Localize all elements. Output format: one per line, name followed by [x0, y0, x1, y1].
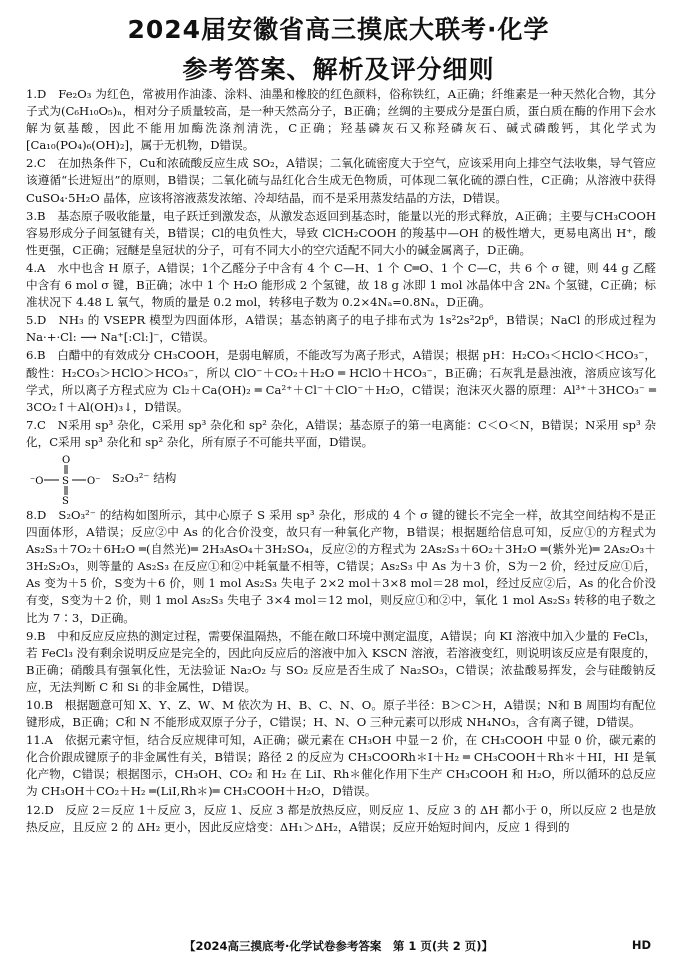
atom-o-left: ⁻O — [30, 475, 44, 487]
answer-text: Fe₂O₃ 为红色，常被用作油漆、涂料、油墨和橡胶的红色颜料，俗称铁红，A正确；纤维素是一种天然化合物，其分子式为(C₆H₁₀O₅)ₙ，相对分子质量较高，是一种天然高分子，B正确；丝绸的主要成分是蛋白质，蛋白质在酶的作用下会水解为氨基酸，因此不能用加酶洗涤剂清洗，C正确；羟基磷灰石又称羟磷灰石、碱式磷酸钙，其化学式为[Ca₁₀(PO₄)₆(OH)₂]，属于无机物，D错误。 — [26, 87, 656, 153]
answer-number: 5.D — [26, 313, 47, 328]
answer-item-8 — [26, 507, 656, 627]
answer-item-10 — [26, 697, 656, 731]
answer-number: 8.D — [26, 507, 47, 522]
answer-item-5 — [26, 312, 656, 346]
answer-text: 基态原子吸收能量，电子跃迁到激发态，从激发态返回到基态时，能量以光的形式释放，A正确；主要与CH₃COOH 容易形成分子间氢键有关，B错误；Cl的电负性大，导致 ClCH₂COOH 的羧基中—OH 的极性增大，更易电离出 H⁺，酸性更强，C正确；冠醚是皇冠状的分子，可有不同大小的空穴适配不同大小的碱金属离子，D正确。 — [26, 208, 656, 257]
answer-text: S₂O₃²⁻ 的结构如图所示，其中心原子 S 采用 sp³ 杂化，形成的 4 个 σ 键的键长不完全一样，故其空间结构不是正四面体形，A错误；反应②中 As 的化合价没变，故只有一种氧化产物，B错误；根据题给信息可知，反应①的方程式为 As₂S₃＋7O₂＋6H₂O ═(自然光)═ 2H₃AsO₄＋3H₂SO₄，反应②的方程式为 2As₂S₃＋6O₂＋3H₂O ═(紫外光)═ 2As₂O₃＋3H₂S₂O₃，则等量的 As₂S₃ 在反应①和②中耗氧量不相等，C错误；As₂S₃ 中 As 为＋3 价，S为－2 价，经过反应①后，As 变为＋5 价，S变为＋6 价，则 1 mol As₂S₃ 失电子 2×2 mol＋3×8 mol＝28 mol，经过反应②后，As 的化合价没有变，S变为＋2 价，则 1 mol As₂S₃ 失电子 3×4 mol＝12 mol，则反应①和②中，氧化 1 mol As₂S₃ 转移的电子数之比为 7∶3，D正确。 — [26, 507, 656, 625]
answer-number: 2.C — [26, 156, 46, 171]
s2o3-structure-diagram — [26, 453, 656, 505]
answer-item-11 — [26, 732, 656, 800]
answer-text: 依据元素守恒，结合反应规律可知，A正确；碳元素在 CH₃OH 中显－2 价，在 CH₃COOH 中显 0 价，碳元素的化合价跟成键原子的非金属性有关，B错误；路径 2 的反应为 CH₃COORh＊I＋H₂ ═ CH₃COOH＋Rh＊＋HI，HI 是氧化产物，C错误；根据图示，CH₃OH、CO₂ 和 H₂ 在 LiI、Rh＊催化作用下生产 CH₃COOH 和 H₂O，所以循环的总反应为 CH₃OH＋CO₂＋H₂ ═(LiI,Rh＊)═ CH₃COOH＋H₂O，D错误。 — [26, 733, 656, 799]
answer-number: 9.B — [26, 628, 46, 643]
answer-number: 12.D — [26, 802, 54, 817]
answer-number: 7.C — [26, 417, 46, 432]
answer-number: 3.B — [26, 208, 46, 223]
answer-text: NH₃ 的 VSEPR 模型为四面体形，A错误；基态钠离子的电子排布式为 1s²2s²2p⁶，B错误；NaCl 的形成过程为 Na·+·Cl: ⟶ Na⁺[:Cl:]⁻，C错误。 — [26, 313, 656, 345]
answer-item-2 — [26, 155, 656, 206]
answer-number: 10.B — [26, 698, 53, 712]
answer-item-3 — [26, 208, 656, 259]
footer-code: HD — [631, 938, 651, 952]
answer-text: 中和反应反应热的测定过程，需要保温隔热，不能在敞口环境中测定温度，A错误；向 KI 溶液中加入少量的 FeCl₃，若 FeCl₃ 没有剩余说明反应是完全的，因此向反应后的溶液中加入 KSCN 溶液，若溶液变红，则说明该反应是有限度的，B正确；硝酸具有强氧化性，无法验证 Na₂O₂ 与 SO₂ 反应是否生成了 Na₂SO₃，C错误；浓盐酸易挥发，会与硅酸钠反应，无法判断 C 和 Si 的非金属性，D错误。 — [26, 628, 656, 694]
answer-number: 4.A — [26, 260, 46, 275]
page-subtitle: 参考答案、解析及评分细则 — [182, 55, 495, 84]
answer-item-12 — [26, 802, 656, 836]
answer-item-4 — [26, 260, 656, 311]
answer-text: 根据题意可知 X、Y、Z、W、M 依次为 H、B、C、N、O。原子半径：B＞C＞H，A错误；N和 B 周围均有配位键形成，B正确；C和 N 不能形成双原子分子，C错误；H、N、O 三种元素可以形成 NH₄NO₃，含有离子键，D错误。 — [26, 698, 656, 730]
answer-text: N采用 sp³ 杂化，C采用 sp³ 杂化和 sp² 杂化，A错误；基态原子的第一电离能：C＜O＜N，B错误；N采用 sp³ 杂化，C采用 sp³ 杂化和 sp² 杂化，所有原子不可能共平面，D错误。 — [26, 417, 656, 449]
answer-text: 水中也含 H 原子，A错误；1个乙醛分子中含有 4 个 C—H、1 个 C═O、1 个 C—C，共 6 个 σ 键，则 44 g 乙醛中含有 6 mol σ 键，B正确；冰中 1 个 H₂O 能形成 2 个氢键，故 18 g 冰即 1 mol 冰晶体中含 2Nₐ 个氢键，C正确；标准状况下 4.48 L 氧气，物质的量是 0.2 mol，转移电子数为 0.2×4Nₐ=0.8Nₐ，D正确。 — [26, 260, 656, 310]
answer-number: 6.B — [26, 348, 46, 363]
answer-item-6 — [26, 347, 656, 415]
answer-text: 白醋中的有效成分 CH₃COOH，是弱电解质，不能改写为离子形式，A错误；根据 pH：H₂CO₃＜HClO＜HCO₃⁻，酸性：H₂CO₃＞HClO＞HCO₃⁻，所以 ClO⁻＋CO₂＋H₂O ═ HClO＋HCO₃⁻，B正确；石灰乳是悬浊液，溶质应该写化学式，所以离子方程式应为 Cl₂＋Ca(OH)₂ ═ Ca²⁺＋Cl⁻＋ClO⁻＋H₂O，C错误；泡沫灭火器的原理：Al³⁺＋3HCO₃⁻ ═ 3CO₂↑＋Al(OH)₃↓，D错误。 — [26, 348, 656, 414]
atom-o-right: O⁻ — [87, 475, 101, 487]
answer-text: 反应 2＝反应 1＋反应 3，反应 1、反应 3 都是放热反应，则反应 1、反应 3 的 ΔH 都小于 0，所以反应 2 也是放热反应，且反应 2 的 ΔH₂ 更小，因此反应焓变：ΔH₁＞ΔH₂，A错误；反应开始短时间内，反应 1 得到的 — [26, 802, 656, 834]
answer-content — [26, 86, 656, 837]
atom-o-top: O — [62, 454, 71, 466]
page-footer: 【2024高三摸底考·化学试卷参考答案 第 1 页(共 2 页)】 — [184, 939, 493, 953]
answer-item-7 — [26, 417, 656, 451]
answer-text: 在加热条件下，Cu和浓硫酸反应生成 SO₂，A错误；二氧化硫密度大于空气，应该采用向上排空气法收集，导气管应该遵循“长进短出”的原则，B错误；二氧化硫与品红化合生成无色物质，可体现二氧化硫的漂白性，C正确；从溶液中获得 CuSO₄·5H₂O 晶体，应该将溶液蒸发浓缩、冷却结晶，而不是采用蒸发结晶的方法，D错误。 — [26, 156, 656, 205]
structure-caption: S₂O₃²⁻ 结构 — [112, 471, 177, 486]
s2o3-structure-svg — [26, 453, 104, 505]
atom-s-center: S — [62, 475, 69, 487]
answer-number: 11.A — [26, 733, 53, 748]
answer-number: 1.D — [26, 87, 47, 101]
page-title: 2024届安徽省高三摸底大联考·化学 — [127, 15, 550, 44]
answer-item-9 — [26, 628, 656, 696]
atom-s-bottom: S — [62, 495, 69, 505]
answer-item-1 — [26, 86, 656, 154]
